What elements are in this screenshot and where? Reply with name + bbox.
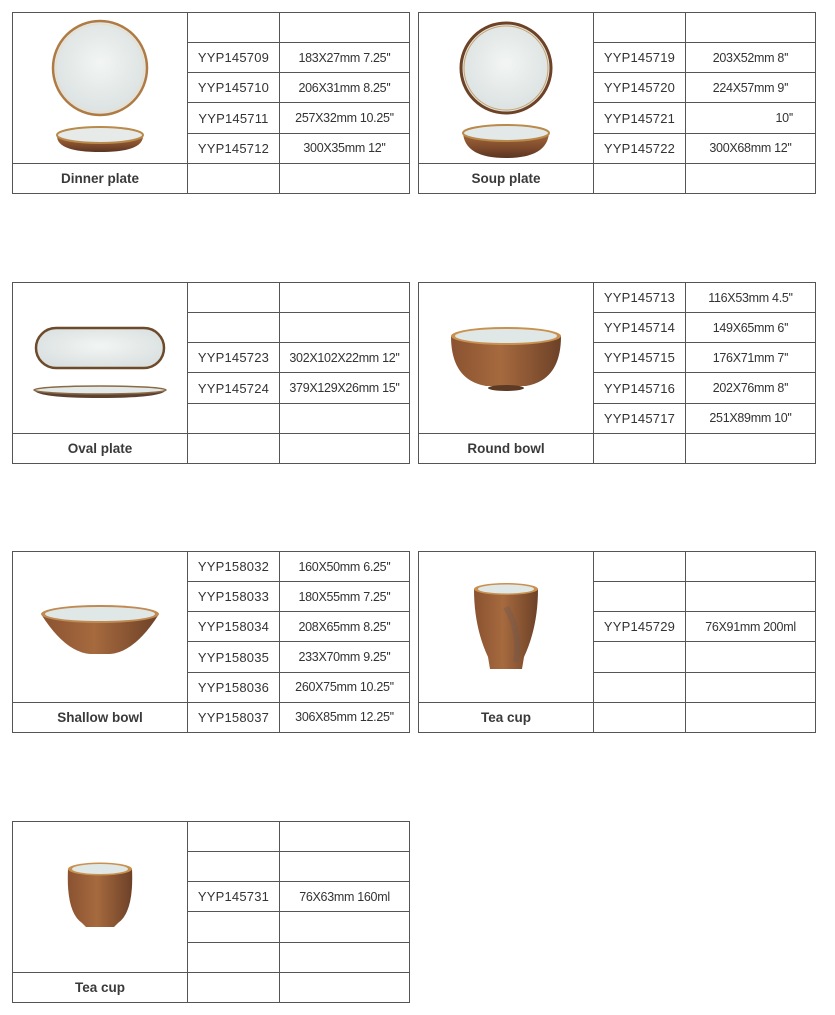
product-code: YYP158032 — [188, 552, 280, 582]
product-code — [188, 283, 280, 313]
product-image-cell — [419, 283, 594, 434]
product-size — [686, 582, 816, 612]
table-row — [13, 433, 410, 463]
product-size: 251X89mm 10'' — [686, 403, 816, 433]
table-row — [419, 433, 816, 463]
table-row — [419, 552, 816, 582]
product-size — [280, 283, 410, 313]
product-code: YYP158037 — [188, 702, 280, 732]
shallow-bowl-image — [35, 592, 165, 662]
short-tea-cup-image — [60, 857, 140, 937]
table-row — [13, 972, 410, 1002]
product-size: 76X91mm 200ml — [686, 612, 816, 642]
product-code: YYP145719 — [594, 43, 686, 73]
product-code: YYP145717 — [594, 403, 686, 433]
product-code — [188, 13, 280, 43]
product-size: 300X35mm 12'' — [280, 133, 410, 163]
product-block-tea-cup-tall — [418, 551, 815, 733]
product-code — [594, 552, 686, 582]
product-size: 208X65mm 8.25'' — [280, 612, 410, 642]
product-size: 76X63mm 160ml — [280, 882, 410, 912]
table-row — [13, 163, 410, 193]
product-size: 203X52mm 8'' — [686, 43, 816, 73]
product-code: YYP145715 — [594, 343, 686, 373]
product-code: YYP145712 — [188, 133, 280, 163]
table-row — [13, 283, 410, 313]
product-block-soup-plate — [418, 12, 815, 194]
product-size: 183X27mm 7.25'' — [280, 43, 410, 73]
product-size: 176X71mm 7'' — [686, 343, 816, 373]
spec-table — [12, 551, 410, 733]
product-name: Tea cup — [419, 702, 594, 732]
product-name: Soup plate — [419, 163, 594, 193]
product-size: 257X32mm 10.25'' — [280, 103, 410, 133]
tall-tea-cup-image — [466, 577, 546, 677]
product-code — [594, 642, 686, 672]
round-bowl-image — [446, 318, 566, 398]
product-block-shallow-bowl — [12, 551, 409, 733]
spec-table — [418, 551, 816, 733]
product-size: 302X102X22mm 12'' — [280, 343, 410, 373]
product-size — [686, 13, 816, 43]
product-code: YYP145710 — [188, 73, 280, 103]
product-code: YYP145721 — [594, 103, 686, 133]
product-size: 202X76mm 8'' — [686, 373, 816, 403]
product-size: 160X50mm 6.25'' — [280, 552, 410, 582]
product-image-cell — [13, 552, 188, 703]
product-code: YYP145716 — [594, 373, 686, 403]
table-row — [13, 822, 410, 852]
product-code: YYP145724 — [188, 373, 280, 403]
spec-table — [12, 282, 410, 464]
table-row — [13, 702, 410, 732]
product-block-tea-cup-short — [12, 821, 409, 1003]
spec-table — [12, 821, 410, 1003]
product-size: 116X53mm 4.5'' — [686, 283, 816, 313]
spec-table — [418, 12, 816, 194]
product-size — [280, 163, 410, 193]
product-code: YYP145722 — [594, 133, 686, 163]
product-size — [280, 13, 410, 43]
product-image-cell — [419, 552, 594, 703]
table-row — [419, 702, 816, 732]
product-size — [280, 433, 410, 463]
product-code — [188, 972, 280, 1002]
product-code: YYP145723 — [188, 343, 280, 373]
dinner-plate-image — [45, 18, 155, 158]
product-size — [686, 552, 816, 582]
product-size — [686, 702, 816, 732]
table-row — [419, 13, 816, 43]
product-size: 300X68mm 12'' — [686, 133, 816, 163]
product-code — [594, 13, 686, 43]
product-code — [188, 403, 280, 433]
product-code: YYP145729 — [594, 612, 686, 642]
product-image-cell — [13, 13, 188, 164]
product-code — [594, 433, 686, 463]
product-size: 224X57mm 9'' — [686, 73, 816, 103]
soup-plate-image — [451, 18, 561, 158]
product-code — [188, 822, 280, 852]
product-code — [594, 672, 686, 702]
product-code: YYP158034 — [188, 612, 280, 642]
product-size — [280, 942, 410, 972]
product-image-cell — [13, 283, 188, 434]
product-size: 206X31mm 8.25'' — [280, 73, 410, 103]
product-block-oval-plate — [12, 282, 409, 464]
product-size — [686, 163, 816, 193]
product-code — [188, 912, 280, 942]
product-size — [686, 433, 816, 463]
product-code: YYP158036 — [188, 672, 280, 702]
product-code: YYP158035 — [188, 642, 280, 672]
product-code: YYP158033 — [188, 582, 280, 612]
product-name: Shallow bowl — [13, 702, 188, 732]
product-code: YYP145711 — [188, 103, 280, 133]
product-code — [594, 582, 686, 612]
product-size — [280, 313, 410, 343]
product-code: YYP145713 — [594, 283, 686, 313]
product-size: 149X65mm 6'' — [686, 313, 816, 343]
product-name: Tea cup — [13, 972, 188, 1002]
product-name: Oval plate — [13, 433, 188, 463]
product-block-dinner-plate — [12, 12, 409, 194]
product-code: YYP145709 — [188, 43, 280, 73]
product-size — [280, 972, 410, 1002]
product-code — [188, 942, 280, 972]
product-size — [280, 403, 410, 433]
product-size — [280, 822, 410, 852]
product-size: 306X85mm 12.25'' — [280, 702, 410, 732]
product-image-cell — [419, 13, 594, 164]
product-size: 233X70mm 9.25'' — [280, 642, 410, 672]
product-code: YYP145731 — [188, 882, 280, 912]
product-size — [686, 672, 816, 702]
product-image-cell — [13, 822, 188, 973]
spec-table — [12, 12, 410, 194]
spec-table — [418, 282, 816, 464]
product-code — [594, 163, 686, 193]
product-size — [280, 912, 410, 942]
table-row — [419, 283, 816, 313]
product-size: 10'' — [686, 103, 816, 133]
oval-plate-image — [30, 308, 170, 408]
table-row — [13, 552, 410, 582]
product-name: Round bowl — [419, 433, 594, 463]
product-size — [280, 852, 410, 882]
product-code — [188, 163, 280, 193]
product-name: Dinner plate — [13, 163, 188, 193]
product-size: 180X55mm 7.25'' — [280, 582, 410, 612]
product-size — [686, 642, 816, 672]
product-code: YYP145720 — [594, 73, 686, 103]
product-code — [594, 702, 686, 732]
table-row — [419, 163, 816, 193]
product-code — [188, 313, 280, 343]
product-code — [188, 852, 280, 882]
table-row — [13, 13, 410, 43]
product-code — [188, 433, 280, 463]
product-size: 260X75mm 10.25'' — [280, 672, 410, 702]
product-block-round-bowl — [418, 282, 815, 464]
product-size: 379X129X26mm 15'' — [280, 373, 410, 403]
product-code: YYP145714 — [594, 313, 686, 343]
